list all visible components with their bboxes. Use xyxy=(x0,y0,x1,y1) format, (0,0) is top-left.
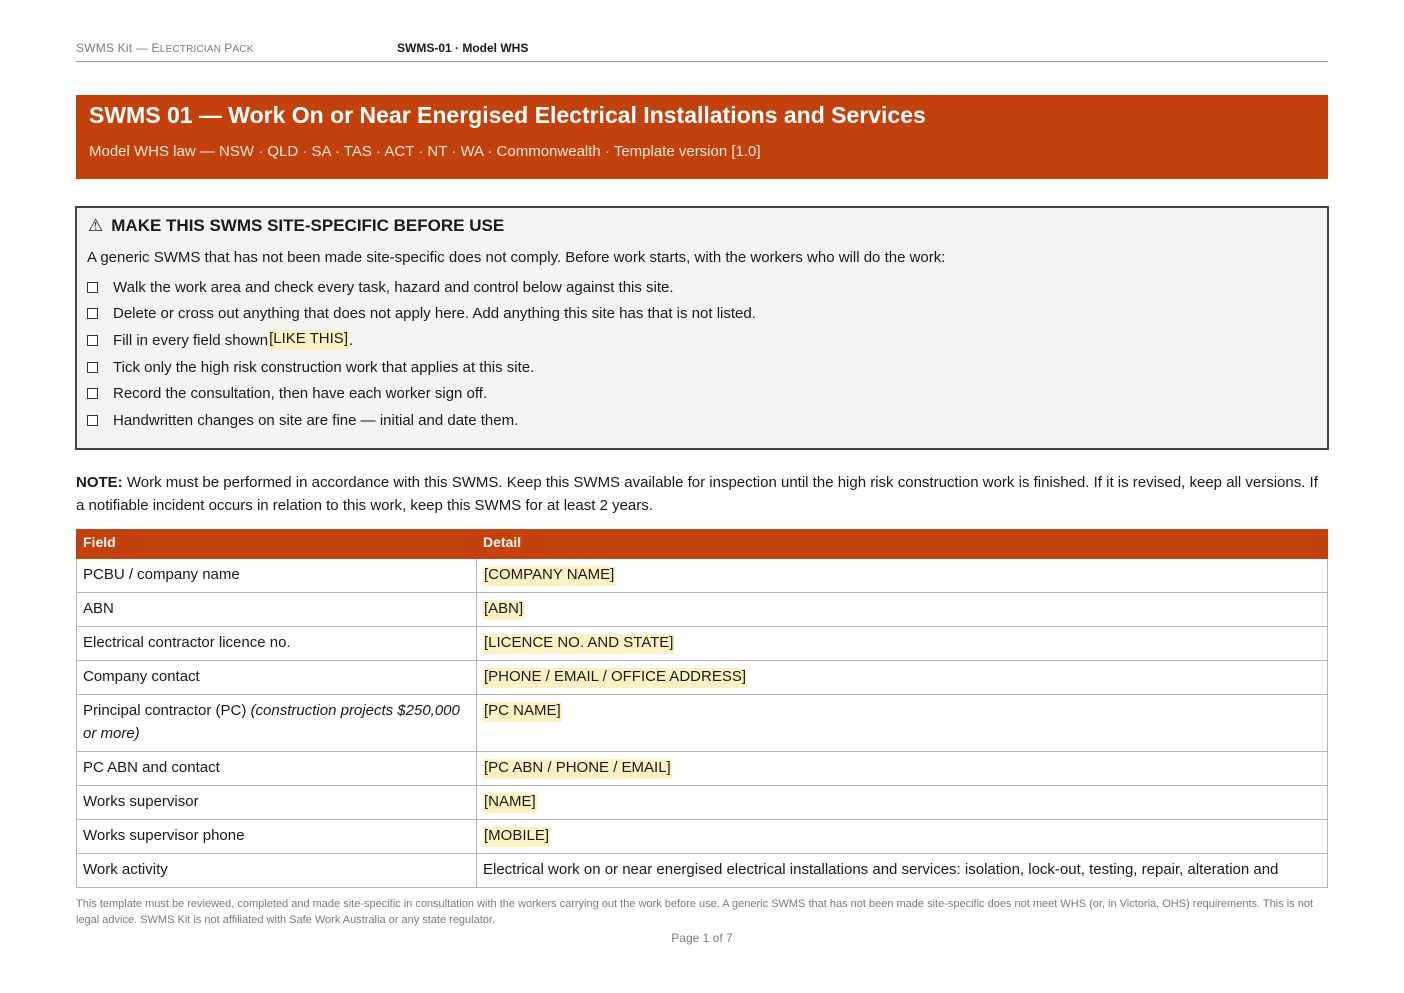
field-value[interactable]: [PC ABN / PHONE / EMAIL] xyxy=(477,752,1328,786)
field-value[interactable]: [COMPANY NAME] xyxy=(477,559,1328,593)
checkbox-icon[interactable] xyxy=(87,282,98,293)
checkbox-icon[interactable] xyxy=(87,308,98,319)
field-value[interactable]: [PC NAME] xyxy=(477,695,1328,752)
table-row xyxy=(77,820,1328,854)
table-row xyxy=(77,752,1328,786)
checkbox-icon[interactable] xyxy=(87,388,98,399)
document-code: SWMS-01 · Model WHS xyxy=(397,41,529,55)
field-label: ABN xyxy=(77,593,477,627)
field-value[interactable]: [LICENCE NO. AND STATE] xyxy=(477,627,1328,661)
checkbox-icon[interactable] xyxy=(87,362,98,373)
table-row xyxy=(77,559,1328,593)
field-value[interactable]: [MOBILE] xyxy=(477,820,1328,854)
warning-heading: ⚠ MAKE THIS SWMS SITE-SPECIFIC BEFORE USE xyxy=(88,216,505,235)
table-row xyxy=(77,627,1328,661)
warning-intro: A generic SWMS that has not been made site-specific does not comply. Before work starts, with the workers who will do the work: xyxy=(87,249,946,266)
checklist-item: Delete or cross out anything that does not apply here. Add anything this site has that is not listed. xyxy=(87,301,756,328)
page-subtitle: Model WHS law — NSW · QLD · SA · TAS · ACT · NT · WA · Commonwealth · Template version [1.0] xyxy=(89,143,761,160)
field-value[interactable]: [ABN] xyxy=(477,593,1328,627)
field-label: Company contact xyxy=(77,661,477,695)
field-value[interactable]: Electrical work on or near energised electrical installations and services: isolation, lock-out, testing, repair, alteration and xyxy=(477,854,1328,888)
checklist-item: Record the consultation, then have each worker sign off. xyxy=(87,380,756,407)
field-label: Works supervisor xyxy=(77,786,477,820)
field-label: Work activity xyxy=(77,854,477,888)
warning-icon: ⚠ xyxy=(88,216,104,235)
column-header-field: Field xyxy=(77,530,477,559)
checklist-item: Handwritten changes on site are fine — initial and date them. xyxy=(87,407,756,434)
field-label: PCBU / company name xyxy=(77,559,477,593)
table-row xyxy=(77,854,1328,888)
page-number: Page 1 of 7 xyxy=(671,931,733,945)
page-title: SWMS 01 — Work On or Near Energised Electrical Installations and Services xyxy=(89,102,926,128)
details-table xyxy=(76,529,1328,888)
table-row xyxy=(77,661,1328,695)
table-header-row xyxy=(77,530,1328,559)
field-value[interactable]: [PHONE / EMAIL / OFFICE ADDRESS] xyxy=(477,661,1328,695)
checklist-item: Fill in every field shown [LIKE THIS] . xyxy=(87,327,756,354)
field-label: Works supervisor phone xyxy=(77,820,477,854)
column-header-detail: Detail xyxy=(477,530,1328,559)
kit-name: SWMS Kit — ELECTRICIAN PACK xyxy=(76,41,254,55)
site-specific-warning xyxy=(75,206,1329,450)
checkbox-icon[interactable] xyxy=(87,335,98,346)
table-row xyxy=(77,593,1328,627)
running-header xyxy=(76,41,1328,62)
table-row xyxy=(77,786,1328,820)
field-label: Principal contractor (PC) (construction projects $250,000 or more) xyxy=(77,695,477,752)
checklist xyxy=(87,274,756,434)
field-label: Electrical contractor licence no. xyxy=(77,627,477,661)
note-paragraph: NOTE: Work must be performed in accordance with this SWMS. Keep this SWMS available for inspection until the high risk construction work is finished. If it is revised, keep all versions. If a notifiable incident occurs in relation to this work, keep this SWMS for at least 2 years. xyxy=(76,474,1318,514)
checklist-item: Tick only the high risk construction work that applies at this site. xyxy=(87,354,756,381)
field-label: PC ABN and contact xyxy=(77,752,477,786)
field-value[interactable]: [NAME] xyxy=(477,786,1328,820)
placeholder-example: [LIKE THIS] xyxy=(268,330,349,350)
table-row xyxy=(77,695,1328,752)
note-label: NOTE: xyxy=(76,474,123,491)
checkbox-icon[interactable] xyxy=(87,415,98,426)
footer-disclaimer: This template must be reviewed, completed and made site-specific in consultation with the workers carrying out the work before use. A generic SWMS that has not been made site-specific does not meet WHS (or, in Victoria, OHS) requirements. This is not legal advice. SWMS Kit is not affiliated with Safe Work Australia or any state regulator. xyxy=(76,898,1314,926)
checklist-item: Walk the work area and check every task, hazard and control below against this site. xyxy=(87,274,756,301)
title-banner xyxy=(76,95,1328,179)
